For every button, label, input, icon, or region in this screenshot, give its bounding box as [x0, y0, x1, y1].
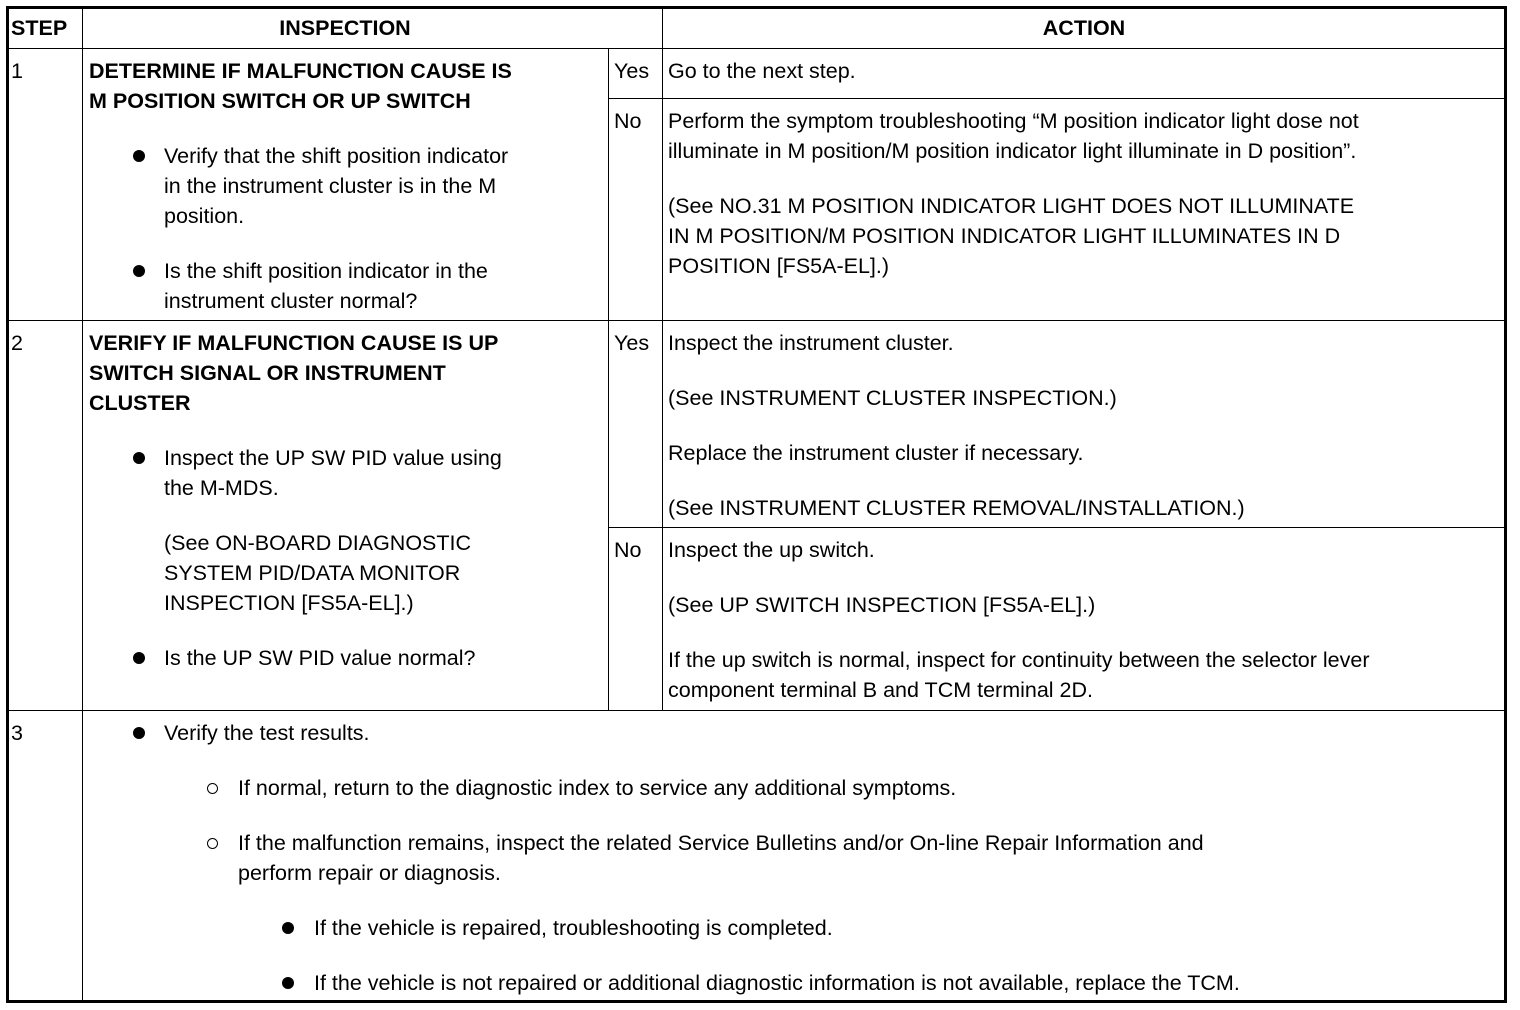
- circle-bullet-icon: [207, 838, 218, 849]
- no-action-reference: POSITION [FS5A-EL].): [668, 254, 890, 278]
- sub-sub-item-text: If the vehicle is repaired, troubleshooting is completed.: [314, 916, 833, 940]
- column-divider: [82, 8, 83, 1001]
- no-label: No: [614, 538, 642, 562]
- bullet-icon: [133, 652, 145, 664]
- yes-action: Inspect the instrument cluster.: [668, 331, 954, 355]
- bullet-icon: [282, 977, 294, 989]
- yes-action-reference: (See INSTRUMENT CLUSTER INSPECTION.): [668, 386, 1117, 410]
- yes-label: Yes: [614, 331, 650, 355]
- step-title: VERIFY IF MALFUNCTION CAUSE IS UP: [89, 331, 499, 355]
- row2-yes-no-divider: [608, 527, 1506, 528]
- no-action-reference: IN M POSITION/M POSITION INDICATOR LIGHT ILLUMINATES IN D: [668, 224, 1341, 248]
- no-action: illuminate in M position/M position indicator light illuminate in D position”.: [668, 139, 1357, 163]
- sub-item-text: perform repair or diagnosis.: [238, 861, 501, 885]
- circle-bullet-icon: [207, 783, 218, 794]
- step-title: M POSITION SWITCH OR UP SWITCH: [89, 89, 471, 113]
- no-action: component terminal B and TCM terminal 2D.: [668, 678, 1094, 702]
- header-divider: [6, 48, 1506, 49]
- inspection-text: in the instrument cluster is in the M: [164, 174, 497, 198]
- sub-item-text: If normal, return to the diagnostic index to service any additional symptoms.: [238, 776, 957, 800]
- step-title: SWITCH SIGNAL OR INSTRUMENT: [89, 361, 446, 385]
- inspection-reference: INSPECTION [FS5A-EL].): [164, 591, 414, 615]
- header-action: ACTION: [1042, 16, 1126, 40]
- column-divider: [608, 48, 609, 710]
- yes-label: Yes: [614, 59, 650, 83]
- inspection-text: Verify the test results.: [164, 721, 370, 745]
- step-title: DETERMINE IF MALFUNCTION CAUSE IS: [89, 59, 512, 83]
- inspection-text: instrument cluster normal?: [164, 289, 418, 313]
- row-divider: [6, 710, 1506, 711]
- yes-action: Go to the next step.: [668, 59, 856, 83]
- no-action: Perform the symptom troubleshooting “M position indicator light dose not: [668, 109, 1359, 133]
- no-label: No: [614, 109, 642, 133]
- sub-sub-item-text: If the vehicle is not repaired or additional diagnostic information is not available, replace the TCM.: [314, 971, 1240, 995]
- yes-action-reference: (See INSTRUMENT CLUSTER REMOVAL/INSTALLATION.): [668, 496, 1245, 520]
- inspection-text: Verify that the shift position indicator: [164, 144, 509, 168]
- no-action: If the up switch is normal, inspect for continuity between the selector lever: [668, 648, 1370, 672]
- step-number: 1: [11, 59, 23, 83]
- inspection-reference: (See ON-BOARD DIAGNOSTIC: [164, 531, 472, 555]
- no-action-reference: (See NO.31 M POSITION INDICATOR LIGHT DOES NOT ILLUMINATE: [668, 194, 1355, 218]
- step-title: CLUSTER: [89, 391, 191, 415]
- row-divider: [6, 320, 1506, 321]
- no-action-reference: (See UP SWITCH INSPECTION [FS5A-EL].): [668, 593, 1096, 617]
- step-number: 2: [11, 331, 23, 355]
- bullet-icon: [133, 150, 145, 162]
- inspection-text: Is the UP SW PID value normal?: [164, 646, 476, 670]
- inspection-text: Is the shift position indicator in the: [164, 259, 488, 283]
- bullet-icon: [282, 922, 294, 934]
- header-inspection: INSPECTION: [279, 16, 411, 40]
- yes-action: Replace the instrument cluster if necessary.: [668, 441, 1084, 465]
- inspection-text: Inspect the UP SW PID value using: [164, 446, 502, 470]
- sub-item-text: If the malfunction remains, inspect the related Service Bulletins and/or On-line Repair Information and: [238, 831, 1204, 855]
- bullet-icon: [133, 265, 145, 277]
- inspection-text: the M-MDS.: [164, 476, 279, 500]
- inspection-text: position.: [164, 204, 245, 228]
- step-number: 3: [11, 721, 23, 745]
- inspection-reference: SYSTEM PID/DATA MONITOR: [164, 561, 461, 585]
- bullet-icon: [133, 452, 145, 464]
- bullet-icon: [133, 727, 145, 739]
- header-step: STEP: [11, 16, 68, 40]
- row1-yes-no-divider: [608, 98, 1506, 99]
- column-divider: [662, 8, 663, 710]
- no-action: Inspect the up switch.: [668, 538, 875, 562]
